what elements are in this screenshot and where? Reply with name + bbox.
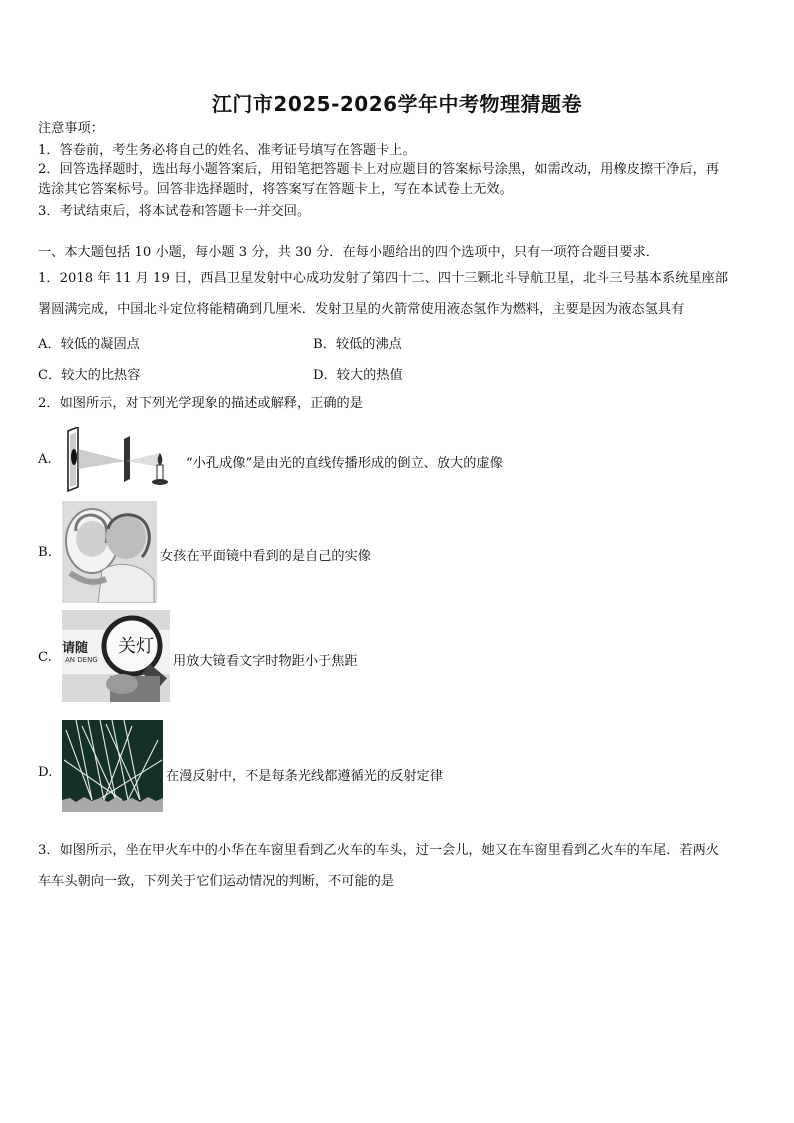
q2-option-a-label: A. bbox=[38, 452, 52, 467]
q2-option-a-text: “小孔成像”是由光的直线传播形成的倒立、放大的虚像 bbox=[186, 456, 503, 471]
notice-item-1: 1．答卷前，考生务必将自己的姓名、准考证号填写在答题卡上。 bbox=[38, 143, 416, 158]
q2-option-d-label: D. bbox=[38, 765, 53, 780]
q1-stem-line1: 1．2018 年 11 月 19 日，西昌卫星发射中心成功发射了第四十二、四十三颗北斗导航卫星，北斗三号基本系统星座部 bbox=[38, 271, 728, 286]
q3-stem-line1: 3．如图所示，坐在甲火车中的小华在车窗里看到乙火车的车头，过一会儿，她又在车窗里看到乙火车的车尾．若两火 bbox=[38, 843, 719, 858]
q2-option-c-text: 用放大镜看文字时物距小于焦距 bbox=[173, 654, 358, 669]
page-title: 江门市2025-2026学年中考物理猜题卷 bbox=[211, 92, 583, 116]
notice-heading: 注意事项： bbox=[38, 121, 104, 136]
notice-item-3: 3．考试结束后，将本试卷和答题卡一并交回。 bbox=[38, 204, 311, 219]
q1-option-b: B．较低的沸点 bbox=[313, 337, 402, 352]
q2-stem: 2．如图所示，对下列光学现象的描述或解释，正确的是 bbox=[38, 396, 363, 411]
girl-mirror-figure bbox=[62, 501, 157, 603]
q2-option-d-text: 在漫反射中，不是每条光线都遵循光的反射定律 bbox=[166, 769, 443, 784]
q1-option-d: D．较大的热值 bbox=[313, 368, 403, 383]
q1-option-c: C．较大的比热容 bbox=[38, 368, 141, 383]
q1-stem-line2: 署圆满完成，中国北斗定位将能精确到几厘米．发射卫星的火箭常使用液态氢作为燃料，主要是因为液态氢具有 bbox=[38, 302, 685, 317]
pinhole-camera-figure bbox=[64, 427, 176, 493]
q3-stem-line2: 车车头朝向一致，下列关于它们运动情况的判断，不可能的是 bbox=[38, 874, 395, 889]
notice-item-2-cont: 选涂其它答案标号。回答非选择题时，将答案写在答题卡上，写在本试卷上无效。 bbox=[38, 182, 513, 197]
q2-option-b-label: B. bbox=[38, 545, 52, 560]
section-heading: 一、本大题包括 10 小题，每小题 3 分，共 30 分．在每小题给出的四个选项中，只有一项符合题目要求． bbox=[38, 245, 659, 260]
q2-option-c-label: C. bbox=[38, 650, 52, 665]
q2-option-b-text: 女孩在平面镜中看到的是自己的实像 bbox=[160, 549, 371, 564]
q1-option-a: A．较低的凝固点 bbox=[38, 337, 140, 352]
magnifier-word-sub: AN DENG bbox=[65, 656, 98, 664]
diffuse-reflection-figure bbox=[62, 720, 163, 812]
magnifier-word-left: 请随 bbox=[62, 641, 89, 656]
notice-item-2: 2．回答选择题时，选出每小题答案后，用铅笔把答题卡上对应题目的答案标号涂黑，如需改动，用橡皮擦干净后，再 bbox=[38, 162, 719, 177]
magnifier-figure bbox=[62, 610, 170, 702]
magnifier-word-lens: 关灯 bbox=[118, 636, 154, 657]
